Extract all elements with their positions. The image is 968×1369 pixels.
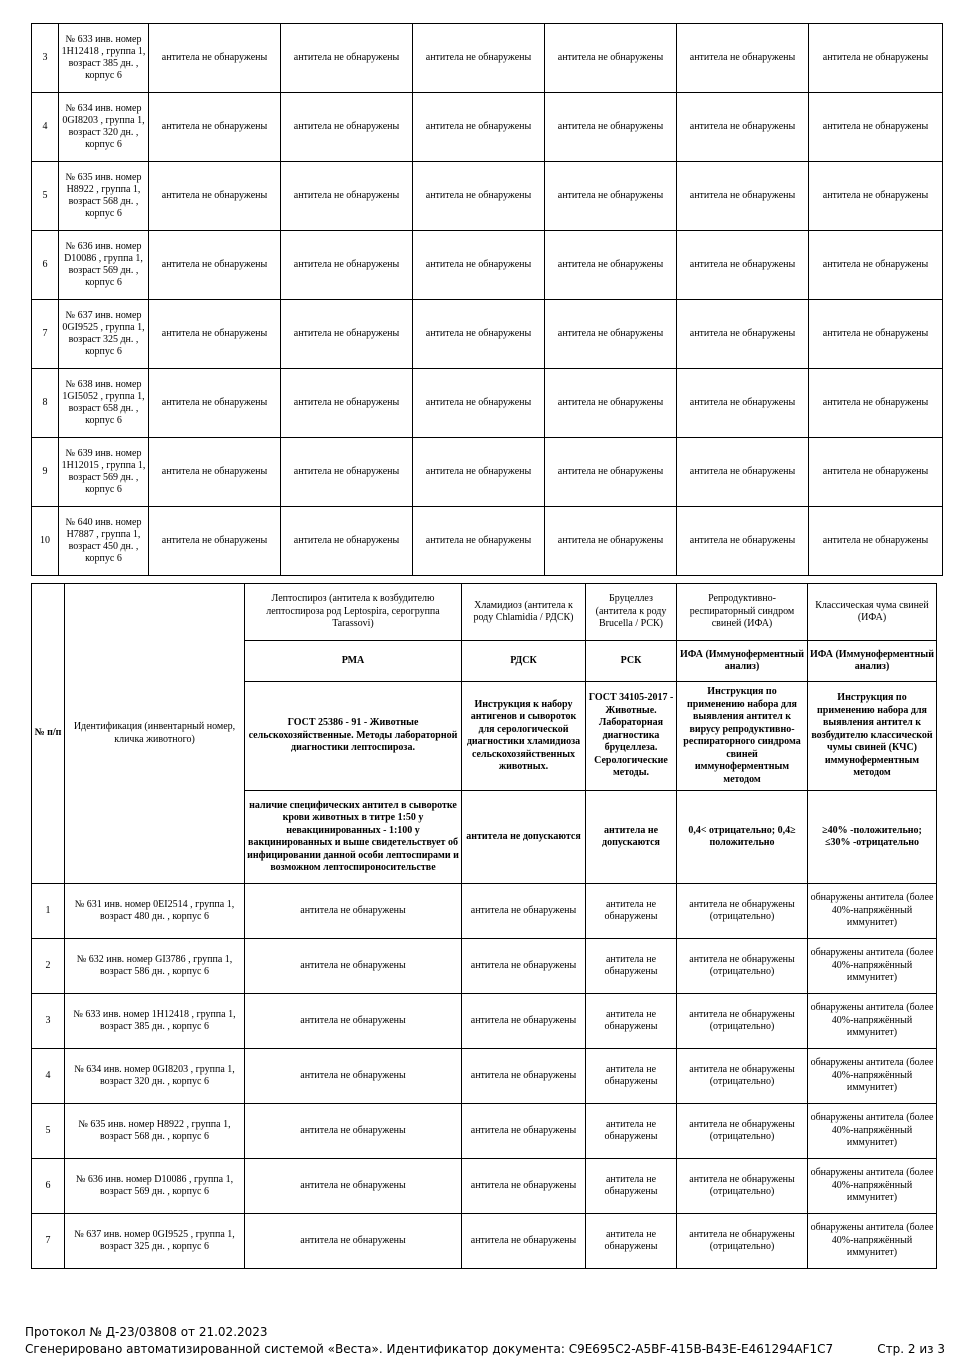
table-row [32, 93, 943, 162]
result-cell: антитела не обнаружены (отрицательно) [677, 994, 808, 1049]
row-number: 6 [32, 1159, 65, 1214]
result-cell: антитела не обнаружены [677, 231, 809, 300]
protocol-number: Протокол № Д-23/03808 от 21.02.2023 [25, 1325, 268, 1339]
animal-identification: № 634 инв. номер 0GI8203 , группа 1, возраст 320 дн. , корпус 6 [59, 93, 149, 162]
table-row [32, 1214, 937, 1269]
result-cell: антитела не обнаружены [149, 24, 281, 93]
result-cell: антитела не обнаружены [586, 1159, 677, 1214]
result-cell: антитела не обнаружены [809, 300, 943, 369]
header-norm: 0,4< отрицательно; 0,4≥ положительно [677, 791, 808, 884]
table-row [32, 438, 943, 507]
result-cell: антитела не обнаружены [586, 994, 677, 1049]
result-cell: антитела не обнаружены [809, 507, 943, 576]
results-table [31, 583, 937, 1269]
result-cell: антитела не обнаружены [809, 369, 943, 438]
table-row [32, 939, 937, 994]
header-method: ИФА (Иммуноферментный анализ) [677, 641, 808, 682]
header-disease: Бруцеллез (антитела к роду Brucella / РСК) [586, 584, 677, 641]
result-cell: антитела не обнаружены (отрицательно) [677, 1214, 808, 1269]
result-cell: антитела не обнаружены [545, 300, 677, 369]
result-cell: антитела не обнаружены [281, 300, 413, 369]
result-cell: антитела не обнаружены [413, 507, 545, 576]
result-cell: обнаружены антитела (более 40%-напряжённый иммунитет) [808, 1214, 937, 1269]
result-cell: антитела не обнаружены [413, 231, 545, 300]
result-cell: антитела не обнаружены [245, 994, 462, 1049]
result-cell: антитела не обнаружены [677, 93, 809, 162]
result-cell: антитела не обнаружены [281, 93, 413, 162]
result-cell: антитела не обнаружены [149, 162, 281, 231]
result-cell: антитела не обнаружены [462, 939, 586, 994]
table-row [32, 24, 943, 93]
header-num: № п/п [32, 584, 65, 884]
row-number: 7 [32, 300, 59, 369]
result-cell: обнаружены антитела (более 40%-напряжённый иммунитет) [808, 884, 937, 939]
result-cell: антитела не обнаружены [677, 24, 809, 93]
animal-identification: № 636 инв. номер D10086 , группа 1, возраст 569 дн. , корпус 6 [65, 1159, 245, 1214]
result-cell: антитела не обнаружены [413, 162, 545, 231]
animal-identification: № 633 инв. номер 1H12418 , группа 1, возраст 385 дн. , корпус 6 [65, 994, 245, 1049]
table-row [32, 300, 943, 369]
header-standard: Инструкция к набору антигенов и сывороток для серологической диагностики хламидиоза сельскохозяйственных животных. [462, 682, 586, 791]
result-cell: антитела не обнаружены [149, 300, 281, 369]
row-number: 10 [32, 507, 59, 576]
result-cell: антитела не обнаружены [545, 231, 677, 300]
result-cell: антитела не обнаружены [413, 24, 545, 93]
page-number: Стр. 2 из 3 [877, 1342, 945, 1356]
table-row [32, 1159, 937, 1214]
result-cell: антитела не обнаружены [245, 1159, 462, 1214]
header-disease: Лептоспироз (антитела к возбудителю лептоспироза род Leptospira, серогруппа Tarassovi) [245, 584, 462, 641]
result-cell: обнаружены антитела (более 40%-напряжённый иммунитет) [808, 1159, 937, 1214]
result-cell: антитела не обнаружены [413, 438, 545, 507]
result-cell: антитела не обнаружены [545, 507, 677, 576]
result-cell: антитела не обнаружены [413, 93, 545, 162]
header-standard: ГОСТ 25386 - 91 - Животные сельскохозяйственные. Методы лабораторной диагностики лептоспироза. [245, 682, 462, 791]
result-cell: антитела не обнаружены [245, 1214, 462, 1269]
result-cell: антитела не обнаружены [281, 369, 413, 438]
row-number: 7 [32, 1214, 65, 1269]
header-method: РСК [586, 641, 677, 682]
result-cell: антитела не обнаружены [677, 438, 809, 507]
row-number: 4 [32, 1049, 65, 1104]
result-cell: антитела не обнаружены [545, 162, 677, 231]
result-cell: антитела не обнаружены (отрицательно) [677, 1159, 808, 1214]
row-number: 3 [32, 994, 65, 1049]
animal-identification: № 639 инв. номер 1H12015 , группа 1, возраст 569 дн. , корпус 6 [59, 438, 149, 507]
result-cell: антитела не обнаружены [281, 162, 413, 231]
table-row [32, 507, 943, 576]
result-cell: антитела не обнаружены [281, 507, 413, 576]
table-row [32, 1049, 937, 1104]
header-norm: антитела не допускаются [586, 791, 677, 884]
table-row [32, 162, 943, 231]
result-cell: антитела не обнаружены [245, 939, 462, 994]
animal-identification: № 640 инв. номер H7887 , группа 1, возраст 450 дн. , корпус 6 [59, 507, 149, 576]
result-cell: антитела не обнаружены [149, 369, 281, 438]
result-cell: антитела не обнаружены [545, 438, 677, 507]
header-method: РДСК [462, 641, 586, 682]
result-cell: обнаружены антитела (более 40%-напряжённый иммунитет) [808, 1049, 937, 1104]
result-cell: антитела не обнаружены [809, 93, 943, 162]
animal-identification: № 637 инв. номер 0GI9525 , группа 1, возраст 325 дн. , корпус 6 [59, 300, 149, 369]
result-cell: антитела не обнаружены [281, 438, 413, 507]
header-disease: Репродуктивно-респираторный синдром свиней (ИФА) [677, 584, 808, 641]
results-table-continued [31, 23, 943, 576]
generated-line [25, 1342, 945, 1356]
result-cell: антитела не обнаружены [462, 884, 586, 939]
row-number: 2 [32, 939, 65, 994]
header-standard: Инструкция по применению набора для выявления антител к вирусу репродуктивно-респираторного синдрома свиней иммуноферментным методом [677, 682, 808, 791]
result-cell: антитела не обнаружены [809, 231, 943, 300]
header-norm: антитела не допускаются [462, 791, 586, 884]
result-cell: обнаружены антитела (более 40%-напряжённый иммунитет) [808, 939, 937, 994]
result-cell: антитела не обнаружены [586, 1049, 677, 1104]
result-cell: антитела не обнаружены [677, 507, 809, 576]
result-cell: антитела не обнаружены [245, 1104, 462, 1159]
result-cell: антитела не обнаружены [281, 231, 413, 300]
result-cell: антитела не обнаружены [586, 884, 677, 939]
row-number: 5 [32, 1104, 65, 1159]
row-number: 8 [32, 369, 59, 438]
result-cell: антитела не обнаружены [809, 438, 943, 507]
animal-identification: № 634 инв. номер 0GI8203 , группа 1, возраст 320 дн. , корпус 6 [65, 1049, 245, 1104]
row-number: 3 [32, 24, 59, 93]
result-cell: антитела не обнаружены (отрицательно) [677, 1104, 808, 1159]
header-standard: ГОСТ 34105-2017 - Животные. Лабораторная диагностика бруцеллеза. Серологические методы. [586, 682, 677, 791]
result-cell: антитела не обнаружены [245, 1049, 462, 1104]
document-identifier: Сгенерировано автоматизированной системой «Веста». Идентификатор документа: C9E695C2-A5BF-415B-B43E-E461294AF1C7 [25, 1342, 834, 1356]
result-cell: антитела не обнаружены [545, 369, 677, 438]
result-cell: антитела не обнаружены [281, 24, 413, 93]
result-cell: антитела не обнаружены [809, 162, 943, 231]
row-number: 1 [32, 884, 65, 939]
animal-identification: № 631 инв. номер 0EI2514 , группа 1, возраст 480 дн. , корпус 6 [65, 884, 245, 939]
header-standard: Инструкция по применению набора для выявления антител к возбудителю классической чумы свиней (КЧС) иммуноферментным методом [808, 682, 937, 791]
result-cell: антитела не обнаружены [413, 369, 545, 438]
animal-identification: № 635 инв. номер H8922 , группа 1, возраст 568 дн. , корпус 6 [59, 162, 149, 231]
result-cell: антитела не обнаружены [413, 300, 545, 369]
animal-identification: № 632 инв. номер GI3786 , группа 1, возраст 586 дн. , корпус 6 [65, 939, 245, 994]
table-row [32, 994, 937, 1049]
result-cell: антитела не обнаружены [149, 93, 281, 162]
result-cell: антитела не обнаружены [149, 507, 281, 576]
header-norm: ≥40% -положительно; ≤30% -отрицательно [808, 791, 937, 884]
result-cell: антитела не обнаружены [586, 1104, 677, 1159]
result-cell: обнаружены антитела (более 40%-напряжённый иммунитет) [808, 994, 937, 1049]
row-number: 4 [32, 93, 59, 162]
header-method: РМА [245, 641, 462, 682]
result-cell: антитела не обнаружены (отрицательно) [677, 1049, 808, 1104]
animal-identification: № 635 инв. номер H8922 , группа 1, возраст 568 дн. , корпус 6 [65, 1104, 245, 1159]
result-cell: антитела не обнаружены [586, 939, 677, 994]
result-cell: антитела не обнаружены [677, 162, 809, 231]
animal-identification: № 637 инв. номер 0GI9525 , группа 1, возраст 325 дн. , корпус 6 [65, 1214, 245, 1269]
result-cell: антитела не обнаружены [677, 300, 809, 369]
row-number: 6 [32, 231, 59, 300]
header-disease: Классическая чума свиней (ИФА) [808, 584, 937, 641]
animal-identification: № 633 инв. номер 1H12418 , группа 1, возраст 385 дн. , корпус 6 [59, 24, 149, 93]
animal-identification: № 636 инв. номер D10086 , группа 1, возраст 569 дн. , корпус 6 [59, 231, 149, 300]
result-cell: антитела не обнаружены [245, 884, 462, 939]
row-number: 5 [32, 162, 59, 231]
result-cell: антитела не обнаружены [809, 24, 943, 93]
table-row [32, 231, 943, 300]
row-number: 9 [32, 438, 59, 507]
result-cell: антитела не обнаружены (отрицательно) [677, 884, 808, 939]
result-cell: антитела не обнаружены [149, 438, 281, 507]
header-method: ИФА (Иммуноферментный анализ) [808, 641, 937, 682]
result-cell: антитела не обнаружены [462, 1049, 586, 1104]
result-cell: обнаружены антитела (более 40%-напряжённый иммунитет) [808, 1104, 937, 1159]
result-cell: антитела не обнаружены [586, 1214, 677, 1269]
table-row [32, 1104, 937, 1159]
header-norm: наличие специфических антител в сыворотке крови животных в титре 1:50 у невакцинированных - 1:100 у вакцинированных и выше свидетельствует об инфицировании данной особи лептоспирами и возможном лептоспироносительстве [245, 791, 462, 884]
result-cell: антитела не обнаружены [545, 93, 677, 162]
result-cell: антитела не обнаружены [462, 1214, 586, 1269]
table-row [32, 884, 937, 939]
header-identification: Идентификация (инвентарный номер, кличка животного) [65, 584, 245, 884]
header-disease: Хламидиоз (антитела к роду Chlamidia / РДСК) [462, 584, 586, 641]
result-cell: антитела не обнаружены [677, 369, 809, 438]
result-cell: антитела не обнаружены [545, 24, 677, 93]
result-cell: антитела не обнаружены [149, 231, 281, 300]
result-cell: антитела не обнаружены [462, 1159, 586, 1214]
animal-identification: № 638 инв. номер 1GI5052 , группа 1, возраст 658 дн. , корпус 6 [59, 369, 149, 438]
result-cell: антитела не обнаружены (отрицательно) [677, 939, 808, 994]
result-cell: антитела не обнаружены [462, 994, 586, 1049]
table-row [32, 369, 943, 438]
result-cell: антитела не обнаружены [462, 1104, 586, 1159]
